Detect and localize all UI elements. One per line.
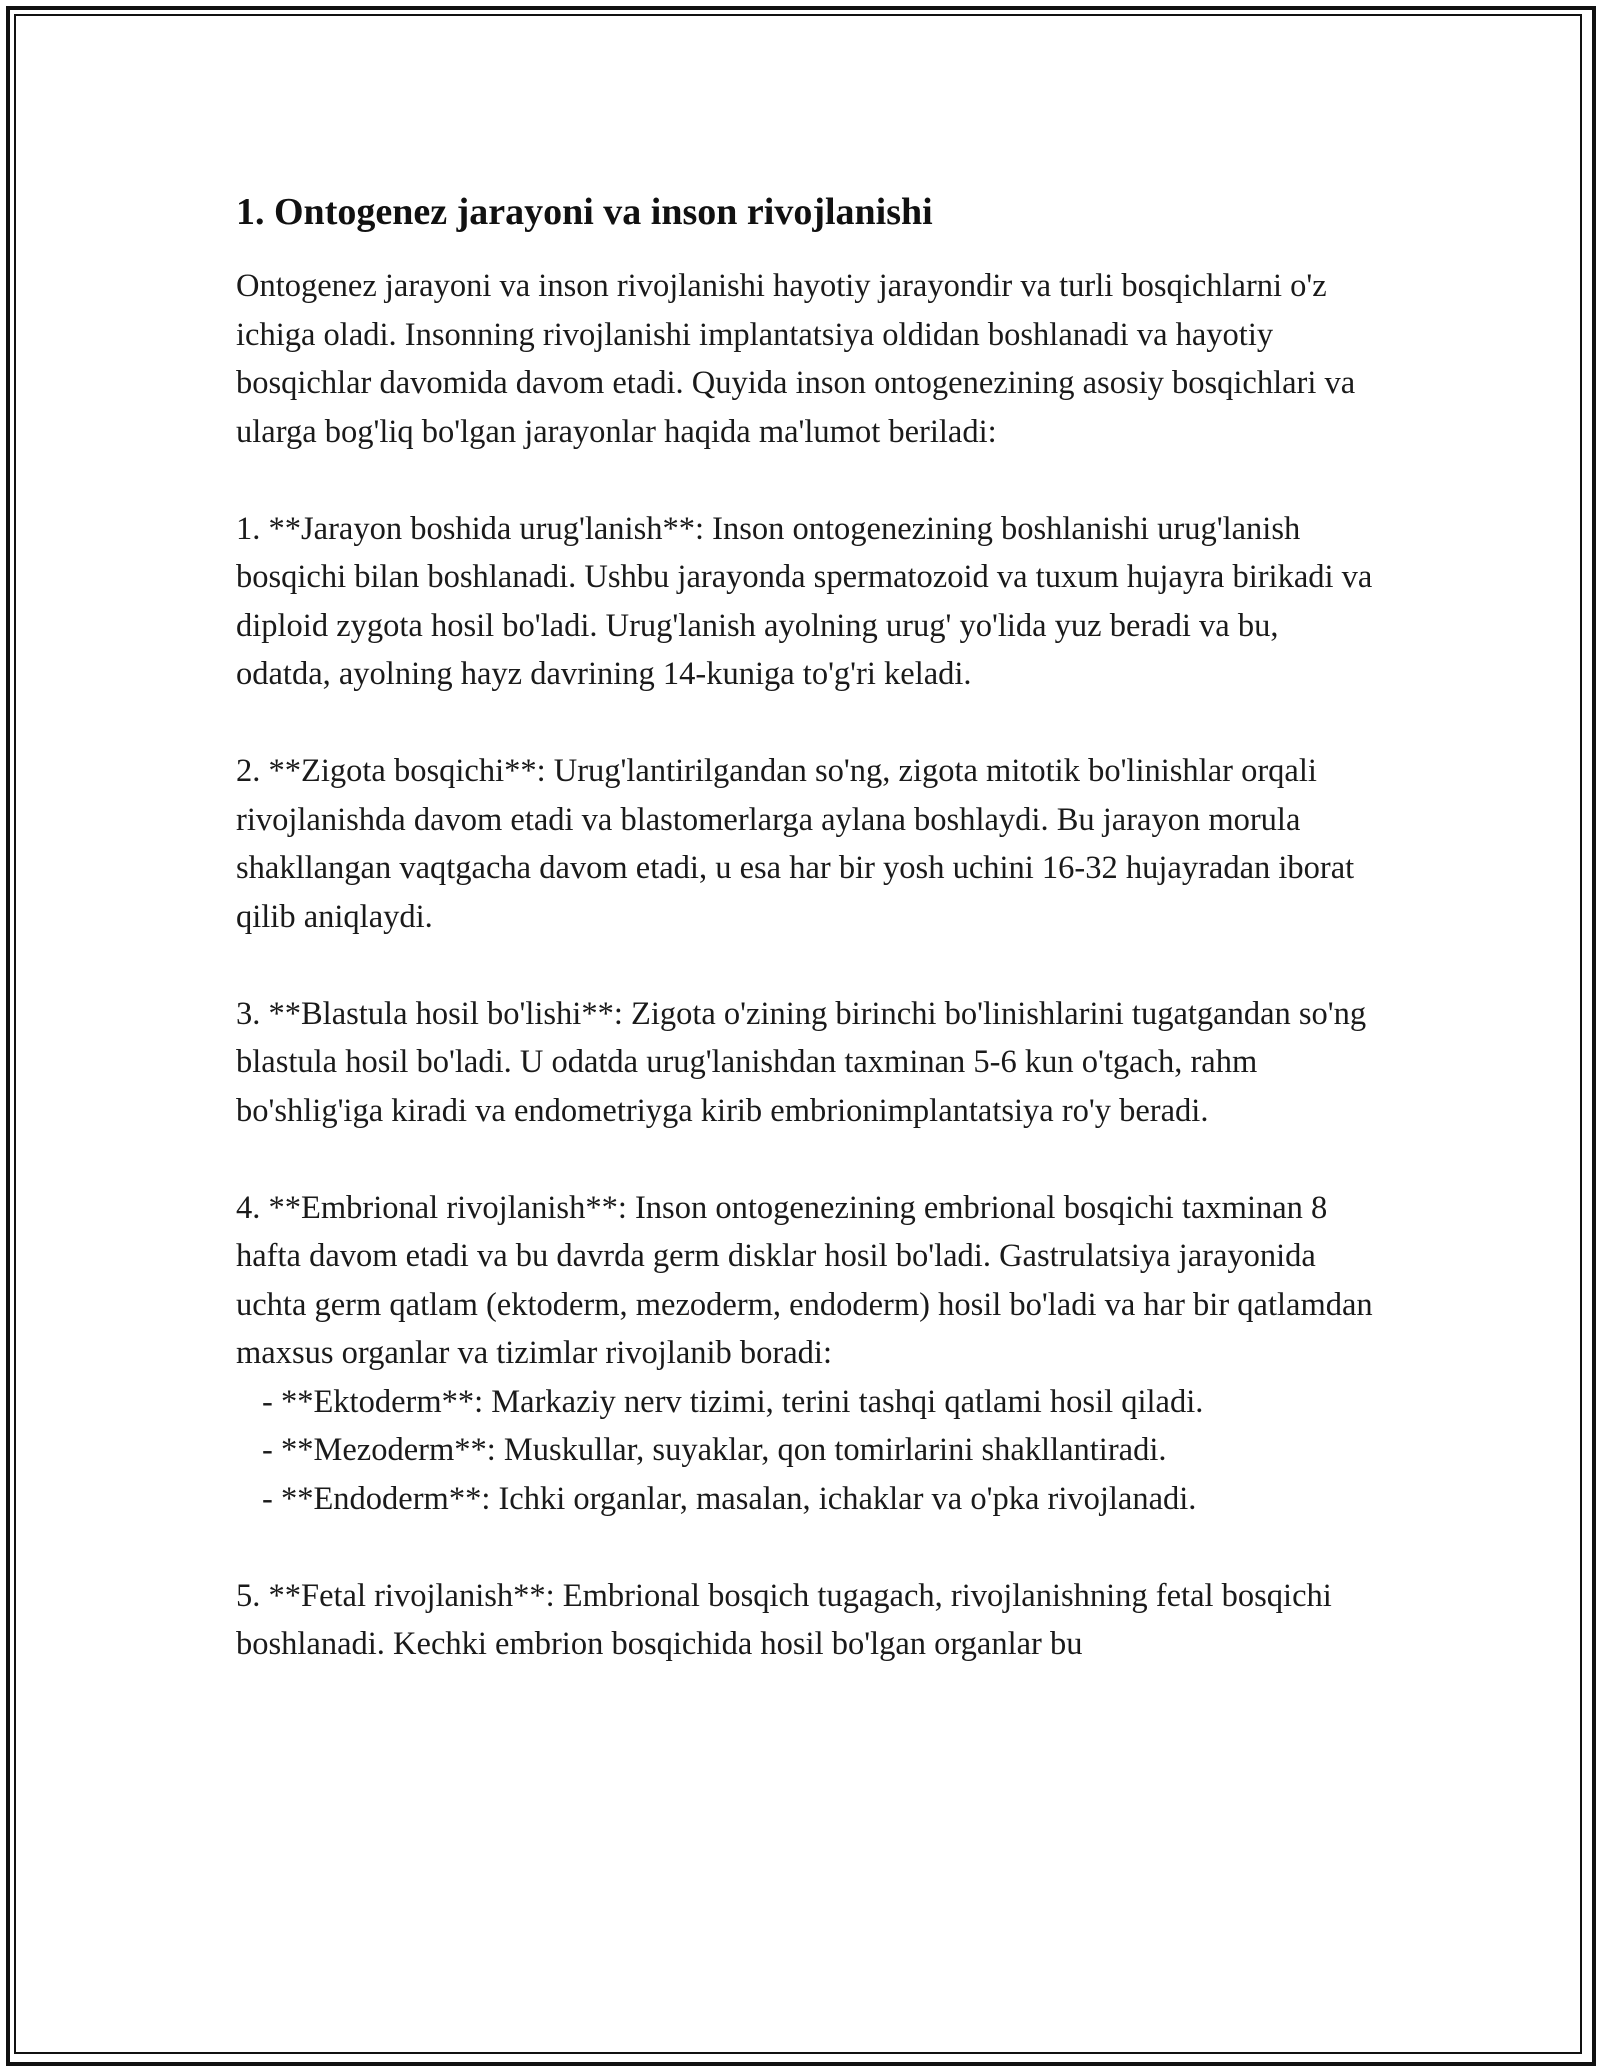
list-item-embryonic-block [236, 1184, 1376, 1524]
sub-item-mesoderm: - **Mezoderm**: Muskullar, suyaklar, qon tomirlarini shakllantiradi. [262, 1432, 1167, 1468]
germ-layer-list [236, 1378, 1376, 1524]
document-title: 1. Ontogenez jarayoni va inson rivojlanishi [236, 191, 933, 233]
sub-item-endoderm: - **Endoderm**: Ichki organlar, masalan, ichaklar va o'pka rivojlanadi. [262, 1480, 1197, 1517]
list-item-fetal: 5. **Fetal rivojlanish**: Embrional bosqich tugagach, rivojlanishning fetal bosqichi boshlanadi. Kechki embrion bosqichida hosil bo'lgan organlar bu [236, 1577, 1332, 1662]
list-item-fertilization: 1. **Jarayon boshida urug'lanish**: Inson ontogenezining boshlanishi urug'lanish bosqichi bilan boshlanadi. Ushbu jarayonda spermatozoid va tuxum hujayra birikadi va diploid zygota hosil bo'ladi. Urug'lanish ayolning urug' yo'lida yuz beradi va bu, odatda, ayolning hayz davrining 14-kuniga to'g'ri keladi. [236, 510, 1373, 692]
intro-paragraph: Ontogenez jarayoni va inson rivojlanishi hayotiy jarayondir va turli bosqichlarni o'z ichiga oladi. Insonning rivojlanishi implantatsiya oldidan boshlanadi va hayotiy bosqichlar davomida davom etadi. Quyida inson ontogenezining asosiy bosqichlari va ularga bog'liq bo'lgan jarayonlar haqida ma'lumot beriladi: [236, 268, 1356, 450]
list-item-zygote: 2. **Zigota bosqichi**: Urug'lantirilgandan so'ng, zigota mitotik bo'linishlar orqali rivojlanishda davom etadi va blastomerlarga aylana boshlaydi. Bu jarayon morula shakllangan vaqtgacha davom etadi, u esa har bir yosh uchini 16-32 hujayradan iborat qilib aniqlaydi. [236, 753, 1355, 935]
sub-item-ectoderm: - **Ektoderm**: Markaziy nerv tizimi, terini tashqi qatlami hosil qiladi. [262, 1383, 1204, 1420]
list-item-blastula: 3. **Blastula hosil bo'lishi**: Zigota o'zining birinchi bo'linishlarini tugatgandan so'ng blastula hosil bo'ladi. U odatda urug'lanishdan taxminan 5-6 kun o'tgach, rahm bo'shlig'iga kiradi va endometriyga kirib embrionimplantatsiya ro'y beradi. [236, 995, 1367, 1129]
document-body [236, 186, 1376, 1669]
list-item-embryonic: 4. **Embrional rivojlanish**: Inson ontogenezining embrional bosqichi taxminan 8 hafta davom etadi va bu davrda germ disklar hosil bo'ladi. Gastrulatsiya jarayonida uchta germ qatlam (ektoderm, mezoderm, endoderm) hosil bo'ladi va har bir qatlamdan maxsus organlar va tizimlar rivojlanib boradi: [236, 1189, 1373, 1371]
